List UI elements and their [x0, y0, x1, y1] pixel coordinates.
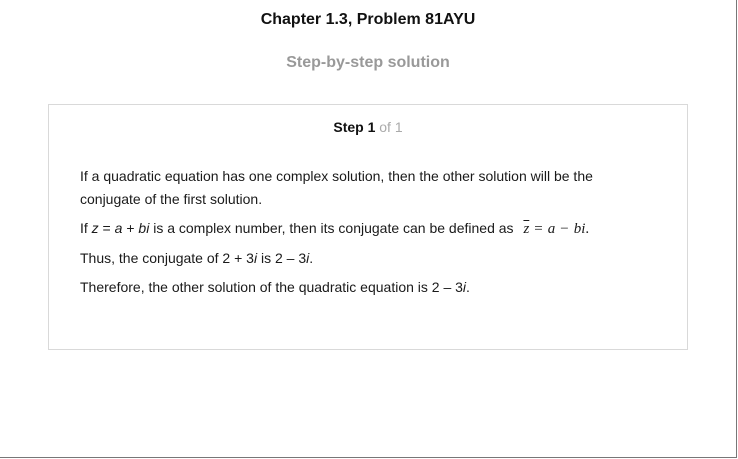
paragraph-2	[80, 217, 647, 241]
step-of-label: of 1	[379, 119, 403, 135]
formula-eq: =	[534, 221, 543, 237]
p3-var-i2: i	[306, 250, 310, 266]
p3-text-a: Thus, the conjugate of 2 + 3	[80, 250, 254, 266]
p2-var-z: z	[91, 220, 99, 236]
p2-text-d: is a complex number, then its conjugate can be defined as	[149, 220, 514, 236]
paragraph-3	[80, 247, 647, 270]
p2-text-b: =	[98, 220, 115, 236]
chapter-title: Chapter 1.3, Problem 81AYU	[260, 11, 476, 28]
p2-text-c: +	[122, 220, 139, 236]
paragraph-1: If a quadratic equation has one complex solution, then the other solution will be the conjugate of the first solution.	[80, 168, 593, 207]
step-body	[80, 165, 647, 305]
p3-var-i1: i	[253, 250, 258, 266]
step-label: Step 1	[333, 119, 376, 135]
paragraph-4	[80, 276, 647, 299]
p3-text-c: .	[309, 250, 314, 266]
formula-end: .	[585, 221, 590, 237]
formula-a: a	[547, 221, 556, 237]
formula-minus: −	[560, 221, 569, 237]
step-header	[49, 119, 687, 135]
p4-text-a: Therefore, the other solution of the quadratic equation is 2 – 3	[80, 279, 463, 295]
formula-zbar: $\overline{z}$	[523, 221, 530, 237]
step-card	[48, 104, 688, 350]
solution-subtitle: Step-by-step solution	[286, 54, 450, 71]
p4-var-i: i	[462, 279, 467, 295]
formula-bi: bi	[573, 221, 586, 237]
p3-text-b: is 2 – 3	[257, 250, 307, 266]
p4-text-b: .	[466, 279, 470, 295]
p2-var-a: a	[114, 220, 123, 236]
p2-text-a: If	[80, 220, 92, 236]
conjugate-formula	[523, 221, 589, 237]
p2-var-bi: bi	[138, 220, 150, 236]
